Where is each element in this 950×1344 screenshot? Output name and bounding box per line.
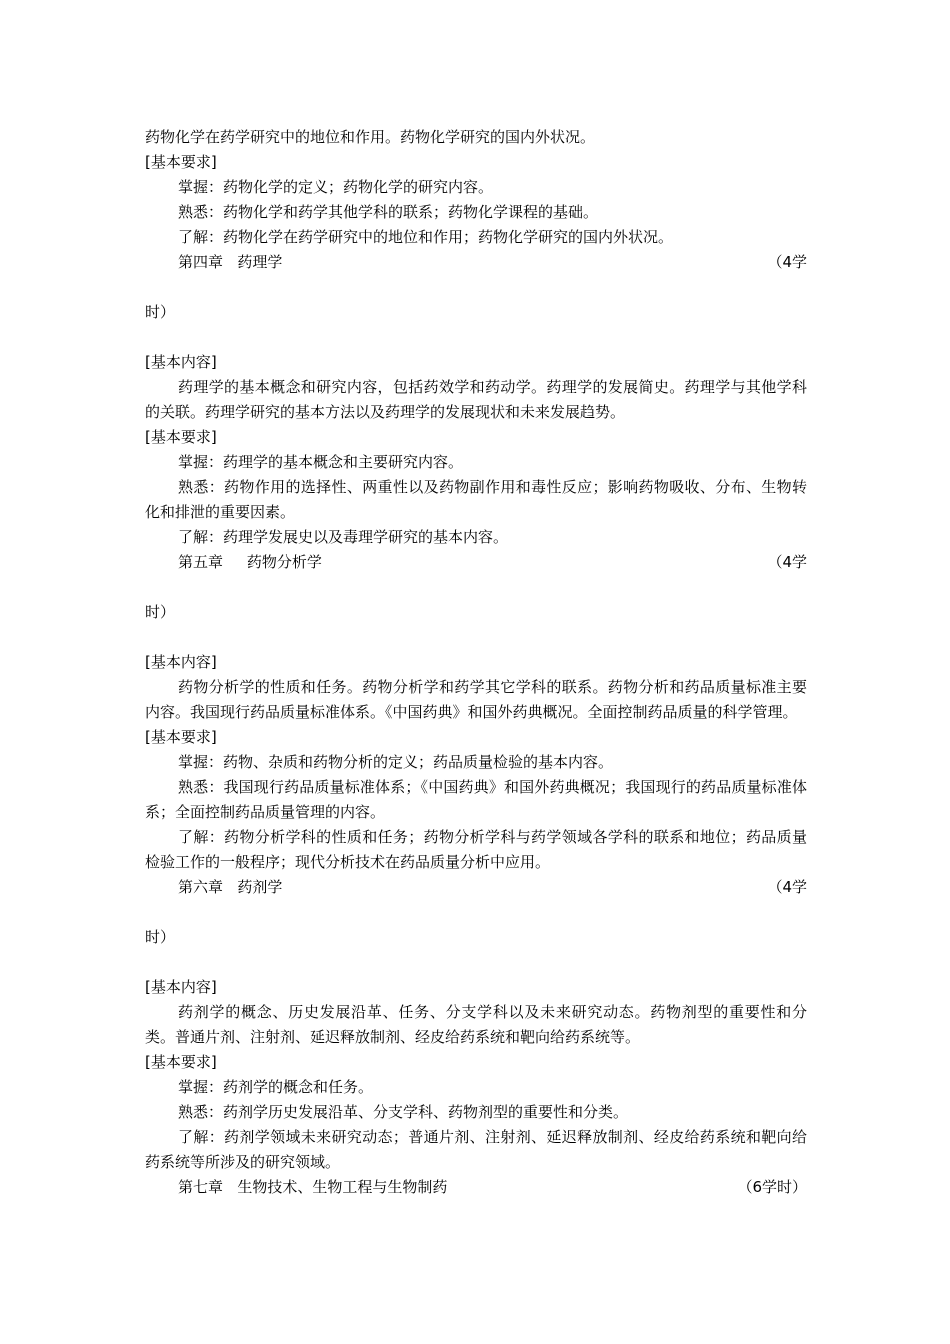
chapter-6-title: 药剂学 xyxy=(237,878,283,896)
chapter-7-number: 第七章 xyxy=(178,1178,224,1196)
ch5-master: 掌握：药物、杂质和药物分析的定义；药品质量检验的基本内容。 xyxy=(178,753,614,771)
chapter-7-title: 生物技术、生物工程与生物制药 xyxy=(237,1178,448,1196)
chapter-6-hours-start: （4学 xyxy=(767,878,807,896)
ch6-content: 药剂学的概念、历史发展沿革、任务、分支学科以及未来研究动态。药物剂型的重要性和分类。普通片剂、注射剂、延迟释放制剂、经皮给药系统和靶向给药系统等。 xyxy=(145,1003,807,1046)
chapter-7-heading xyxy=(145,1175,807,1200)
chapter-4-hours-start: （4学 xyxy=(767,253,807,271)
chapter-5-hours-end: 时） xyxy=(145,603,176,621)
ch3-understand: 了解：药物化学在药学研究中的地位和作用；药物化学研究的国内外状况。 xyxy=(178,228,674,246)
ch6-content-header: [基本内容] xyxy=(145,978,217,996)
chapter-5-hours-start: （4学 xyxy=(767,553,807,571)
ch4-content: 药理学的基本概念和研究内容，包括药效学和药动学。药理学的发展简史。药理学与其他学科的关联。药理学研究的基本方法以及药理学的发展现状和未来发展趋势。 xyxy=(145,378,807,421)
ch6-master: 掌握：药剂学的概念和任务。 xyxy=(178,1078,374,1096)
ch4-requirements-header: [基本要求] xyxy=(145,428,217,446)
document-body xyxy=(145,125,807,1200)
ch5-requirements-header: [基本要求] xyxy=(145,728,217,746)
chapter-5-heading xyxy=(145,550,807,575)
chapter-5-title: 药物分析学 xyxy=(246,553,322,571)
ch4-content-header: [基本内容] xyxy=(145,353,217,371)
chapter-6-heading xyxy=(145,875,807,900)
chapter-4-heading xyxy=(145,250,807,275)
ch4-understand: 了解：药理学发展史以及毒理学研究的基本内容。 xyxy=(178,528,509,546)
ch5-content: 药物分析学的性质和任务。药物分析学和药学其它学科的联系。药物分析和药品质量标准主要内容。我国现行药品质量标准体系。《中国药典》和国外药典概况。全面控制药品质量的科学管理。 xyxy=(145,678,807,721)
ch3-master: 掌握：药物化学的定义；药物化学的研究内容。 xyxy=(178,178,494,196)
ch4-master: 掌握：药理学的基本概念和主要研究内容。 xyxy=(178,453,464,471)
chapter-4-hours-end: 时） xyxy=(145,303,176,321)
ch5-content-header: [基本内容] xyxy=(145,653,217,671)
ch5-familiar: 熟悉：我国现行药品质量标准体系；《中国药典》和国外药典概况；我国现行的药品质量标准体系；全面控制药品质量管理的内容。 xyxy=(145,778,807,821)
chapter-4-number: 第四章 xyxy=(178,253,224,271)
chapter-5-number: 第五章 xyxy=(178,553,224,571)
chapter-7-hours: （6学时） xyxy=(737,1178,807,1196)
ch3-familiar: 熟悉：药物化学和药学其他学科的联系；药物化学课程的基础。 xyxy=(178,203,599,221)
requirements-header: [基本要求] xyxy=(145,153,217,171)
chapter-4-title: 药理学 xyxy=(237,253,283,271)
chapter-6-hours-end: 时） xyxy=(145,928,176,946)
chapter-6-number: 第六章 xyxy=(178,878,224,896)
ch5-understand: 了解：药物分析学科的性质和任务；药物分析学科与药学领域各学科的联系和地位；药品质量检验工作的一般程序；现代分析技术在药品质量分析中应用。 xyxy=(145,828,807,871)
ch6-requirements-header: [基本要求] xyxy=(145,1053,217,1071)
ch6-familiar: 熟悉：药剂学历史发展沿革、分支学科、药物剂型的重要性和分类。 xyxy=(178,1103,629,1121)
intro-line: 药物化学在药学研究中的地位和作用。药物化学研究的国内外状况。 xyxy=(145,128,596,146)
ch6-understand: 了解：药剂学领域未来研究动态；普通片剂、注射剂、延迟释放制剂、经皮给药系统和靶向给药系统等所涉及的研究领域。 xyxy=(145,1128,807,1171)
ch4-familiar: 熟悉：药物作用的选择性、两重性以及药物副作用和毒性反应；影响药物吸收、分布、生物转化和排泄的重要因素。 xyxy=(145,478,807,521)
